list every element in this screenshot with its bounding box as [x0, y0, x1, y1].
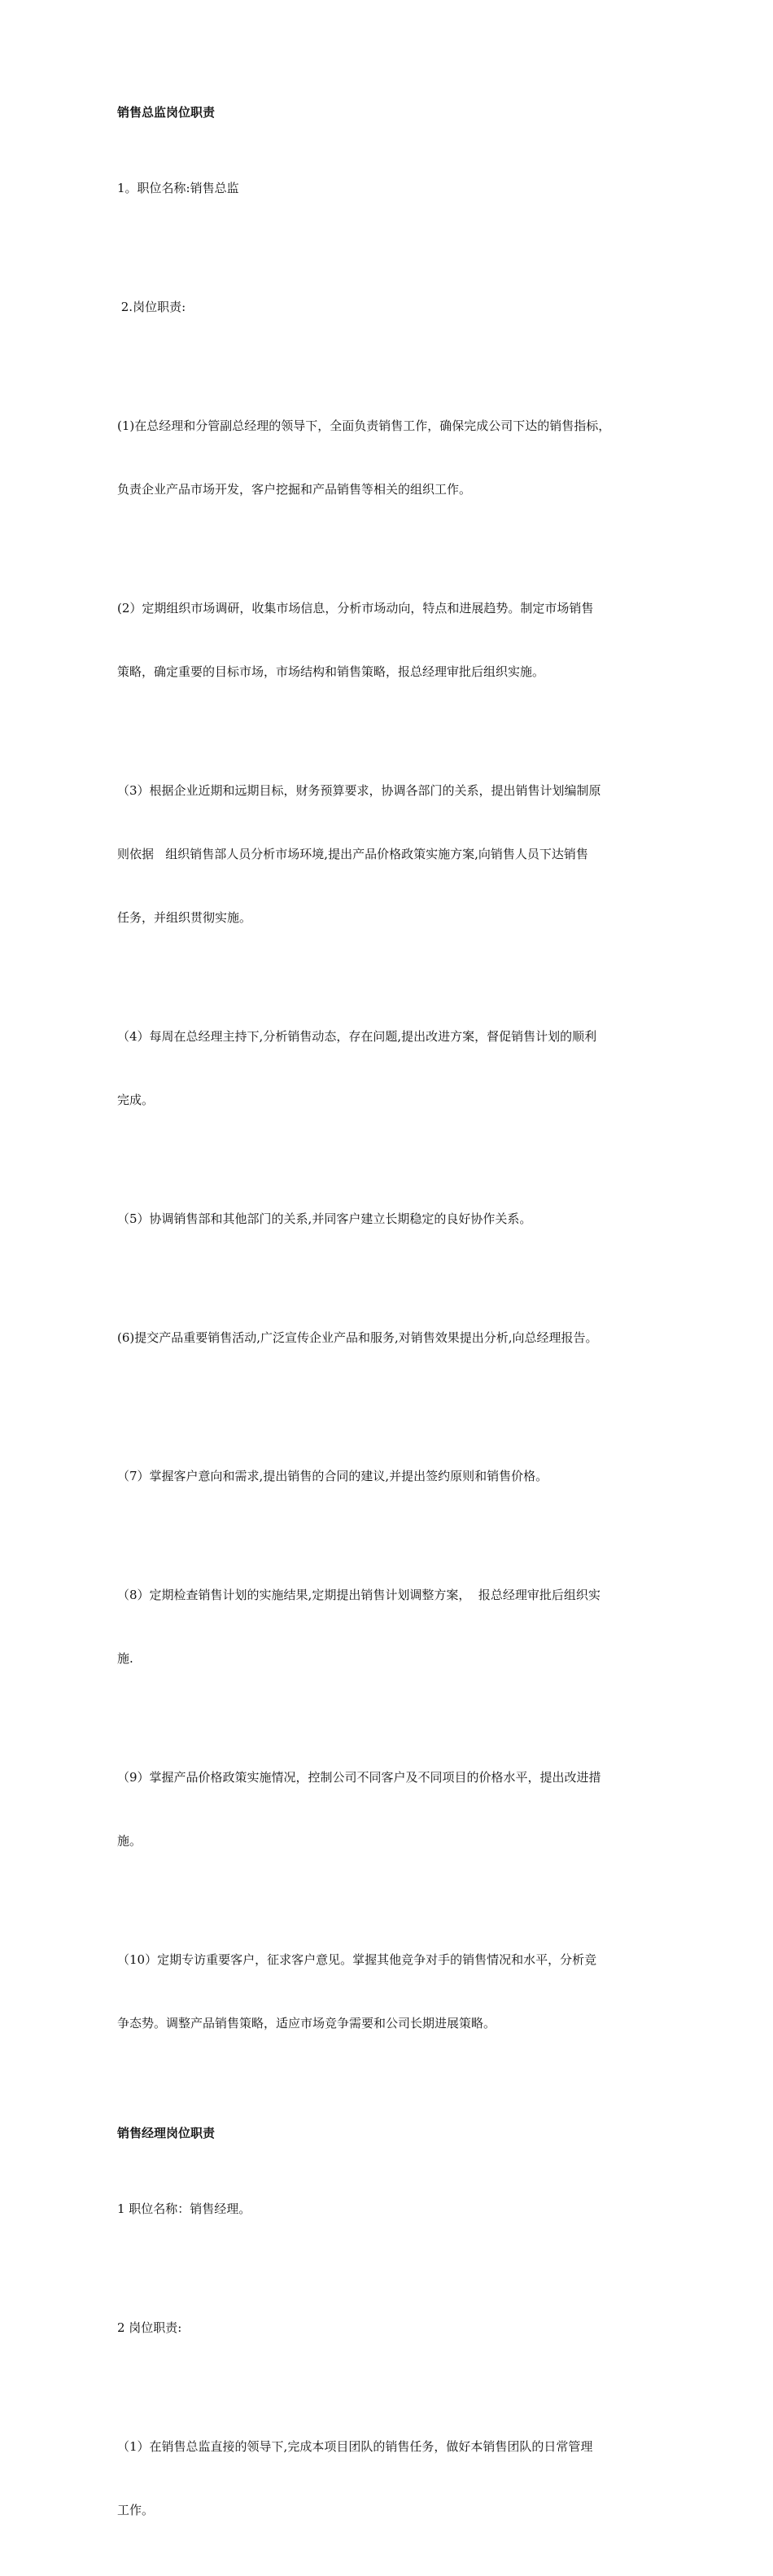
text-line: 任务，并组织贯彻实施。: [117, 910, 252, 925]
text-line: 争态势。调整产品销售策略，适应市场竞争需要和公司长期进展策略。: [117, 2016, 496, 2031]
text-line: (6)提交产品重要销售活动,广泛宣传企业产品和服务,对销售效果提出分析,向总经理报告。: [117, 1330, 598, 1345]
text-line: (2）定期组织市场调研，收集市场信息，分析市场动向，特点和进展趋势。制定市场销售: [117, 601, 594, 616]
text-line: （8）定期检查销售计划的实施结果,定期提出销售计划调整方案， 报总经理审批后组织实: [117, 1588, 600, 1602]
document-body: [117, 103, 664, 2576]
paragraph: [117, 1285, 664, 1391]
text-line: 2 岗位职责:: [117, 2320, 182, 2335]
text-line: 负责企业产品市场开发，客户挖掘和产品销售等相关的组织工作。: [117, 482, 472, 497]
text-line: （3）根据企业近期和远期目标，财务预算要求，协调各部门的关系，提出销售计划编制原: [117, 783, 601, 798]
text-line: 策略，确定重要的目标市场，市场结构和销售策略，报总经理审批后组织实施。: [117, 664, 545, 679]
text-line: （5）协调销售部和其他部门的关系,并同客户建立长期稳定的良好协作关系。: [117, 1211, 532, 1226]
spacer: [117, 1404, 664, 1423]
paragraph: [117, 1542, 664, 1711]
text-line: 1。职位名称:销售总监: [117, 181, 239, 195]
text-line: 工作。: [117, 2503, 155, 2517]
text-line: 完成。: [117, 1093, 155, 1107]
paragraph: [117, 135, 664, 241]
paragraph: [117, 1423, 664, 1529]
paragraph: [117, 738, 664, 970]
paragraph: [117, 2156, 664, 2262]
text-line: 1 职位名称：销售经理。: [117, 2201, 251, 2216]
text-line: 2.岗位职责:: [117, 300, 186, 314]
section-title: 销售经理岗位职责: [117, 2126, 216, 2140]
text-line: 则依据 组织销售部人员分析市场环境,提出产品价格政策实施方案,向销售人员下达销售: [117, 847, 588, 861]
paragraph: [117, 373, 664, 542]
paragraph: [117, 1907, 664, 2076]
text-line: 施.: [117, 1651, 133, 1666]
paragraph: [117, 254, 664, 360]
text-line: （4）每周在总经理主持下,分析销售动态，存在问题,提出改进方案，督促销售计划的顺利: [117, 1029, 597, 1044]
text-line: （10）定期专访重要客户，征求客户意见。掌握其他竞争对手的销售情况和水平，分析竞: [117, 1952, 597, 1967]
paragraph: [117, 555, 664, 725]
paragraph: [117, 2275, 664, 2381]
text-line: 施。: [117, 1833, 142, 1848]
text-line: (1)在总经理和分管副总经理的领导下，全面负责销售工作，确保完成公司下达的销售指标，: [117, 418, 611, 433]
paragraph: [117, 984, 664, 1153]
text-line: （7）掌握客户意向和需求,提出销售的合同的建议,并提出签约原则和销售价格。: [117, 1469, 548, 1483]
paragraph: [117, 2394, 664, 2563]
spacer: [117, 2089, 664, 2123]
text-line: （9）掌握产品价格政策实施情况，控制公司不同客户及不同项目的价格水平，提出改进措: [117, 1770, 601, 1785]
section-title: 销售总监岗位职责: [117, 105, 216, 120]
text-line: （1）在销售总监直接的领导下,完成本项目团队的销售任务，做好本销售团队的日常管理: [117, 2439, 593, 2454]
paragraph: [117, 1166, 664, 1272]
paragraph: [117, 1724, 664, 1894]
